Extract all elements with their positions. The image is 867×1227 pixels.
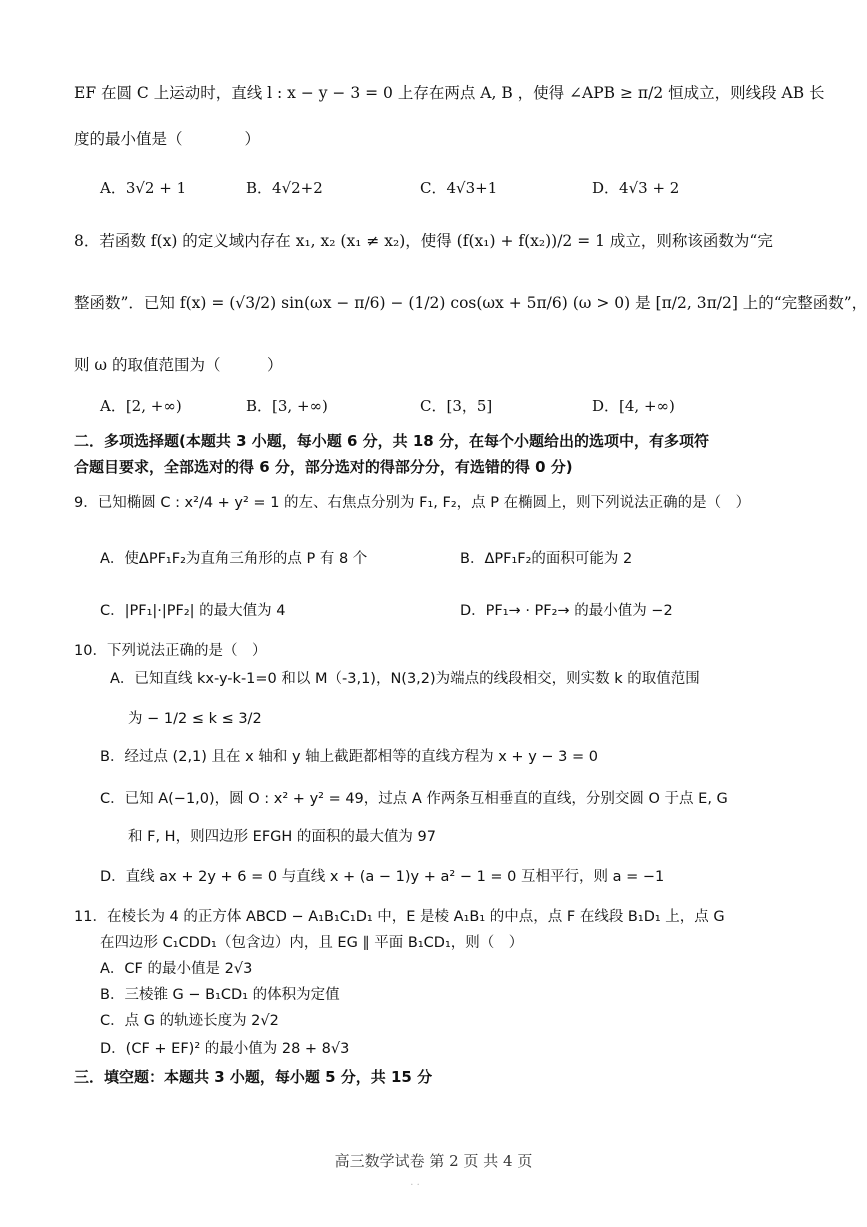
q8-stem-line-3: 则 ω 的取值范围为（ ） [74, 356, 283, 374]
q10-stem: 10．下列说法正确的是（ ） [74, 643, 267, 659]
q11-option-d: D．(CF + EF)² 的最小值为 28 + 8√3 [100, 1041, 350, 1057]
section-2-heading-line-1: 二．多项选择题(本题共 3 小题，每小题 6 分，共 18 分，在每个小题给出的选项中，有多项符 [74, 432, 709, 450]
q8-option-a: A．[2, +∞) [100, 397, 182, 415]
q11-option-b: B．三棱锥 G − B₁CD₁ 的体积为定值 [100, 987, 340, 1003]
q10-option-c-line-2: 和 F, H，则四边形 EFGH 的面积的最大值为 97 [128, 829, 436, 845]
q11-stem-line-1: 11．在棱长为 4 的正方体 ABCD − A₁B₁C₁D₁ 中，E 是棱 A₁B₁ 的中点，点 F 在线段 B₁D₁ 上，点 G [74, 909, 725, 925]
q7-stem-line-2: 度的最小值是（ ） [74, 130, 261, 148]
q9-stem: 9．已知椭圆 C : x²/4 + y² = 1 的左、右焦点分别为 F₁, F₂，点 P 在椭圆上，则下列说法正确的是（ ） [74, 495, 751, 511]
page-footer: 高三数学试卷 第 2 页 共 4 页 [334, 1152, 533, 1170]
q9-option-c: C．|PF₁|·|PF₂| 的最大值为 4 [100, 603, 286, 619]
q8-option-c: C．[3，5] [420, 397, 493, 415]
q10-option-c-line-1: C．已知 A(−1,0)，圆 O : x² + y² = 49，过点 A 作两条互相垂直的直线，分别交圆 O 于点 E, G [100, 791, 728, 807]
q9-option-b: B．ΔPF₁F₂的面积可能为 2 [460, 551, 633, 567]
q8-stem-line-1: 8．若函数 f(x) 的定义域内存在 x₁, x₂ (x₁ ≠ x₂)，使得 (f(x₁) + f(x₂))/2 = 1 成立，则称该函数为“完 [74, 232, 773, 250]
q11-option-c: C．点 G 的轨迹长度为 2√2 [100, 1013, 279, 1029]
section-3-heading: 三．填空题：本题共 3 小题，每小题 5 分，共 15 分 [74, 1068, 433, 1086]
q11-option-a: A．CF 的最小值是 2√3 [100, 961, 253, 977]
q8-stem-line-2: 整函数”．已知 f(x) = (√3/2) sin(ωx − π/6) − (1/2) cos(ωx + 5π/6) (ω > 0) 是 [π/2, 3π/2] 上的“完整函数”， [74, 294, 867, 312]
q7-stem-line-1: EF 在圆 C 上运动时，直线 l : x − y − 3 = 0 上存在两点 A, B ，使得 ∠APB ≥ π/2 恒成立，则线段 AB 长 [74, 84, 825, 102]
q7-option-d: D．4√3 + 2 [592, 179, 680, 197]
q10-option-a-line-2: 为 − 1/2 ≤ k ≤ 3/2 [128, 711, 262, 727]
q11-stem-line-2: 在四边形 C₁CDD₁（包含边）内，且 EG ∥ 平面 B₁CD₁，则（ ） [100, 935, 524, 951]
q8-option-b: B．[3, +∞) [246, 397, 328, 415]
q7-option-b: B．4√2+2 [246, 179, 323, 197]
q10-option-a-line-1: A．已知直线 kx-y-k-1=0 和以 M（-3,1)，N(3,2)为端点的线段相交，则实数 k 的取值范围 [110, 671, 700, 687]
q7-option-a: A．3√2 + 1 [100, 179, 187, 197]
section-2-heading-line-2: 合题目要求，全部选对的得 6 分，部分选对的得部分分，有选错的得 0 分) [74, 458, 573, 476]
q9-option-a: A．使ΔPF₁F₂为直角三角形的点 P 有 8 个 [100, 551, 368, 567]
q9-option-d: D．PF₁→ · PF₂→ 的最小值为 −2 [460, 603, 673, 619]
q10-option-d: D．直线 ax + 2y + 6 = 0 与直线 x + (a − 1)y + a² − 1 = 0 互相平行，则 a = −1 [100, 869, 665, 885]
q8-option-d: D．[4, +∞) [592, 397, 675, 415]
scan-mark: · · [410, 1180, 420, 1191]
q10-option-b: B．经过点 (2,1) 且在 x 轴和 y 轴上截距都相等的直线方程为 x + y − 3 = 0 [100, 749, 598, 765]
q7-option-c: C．4√3+1 [420, 179, 498, 197]
